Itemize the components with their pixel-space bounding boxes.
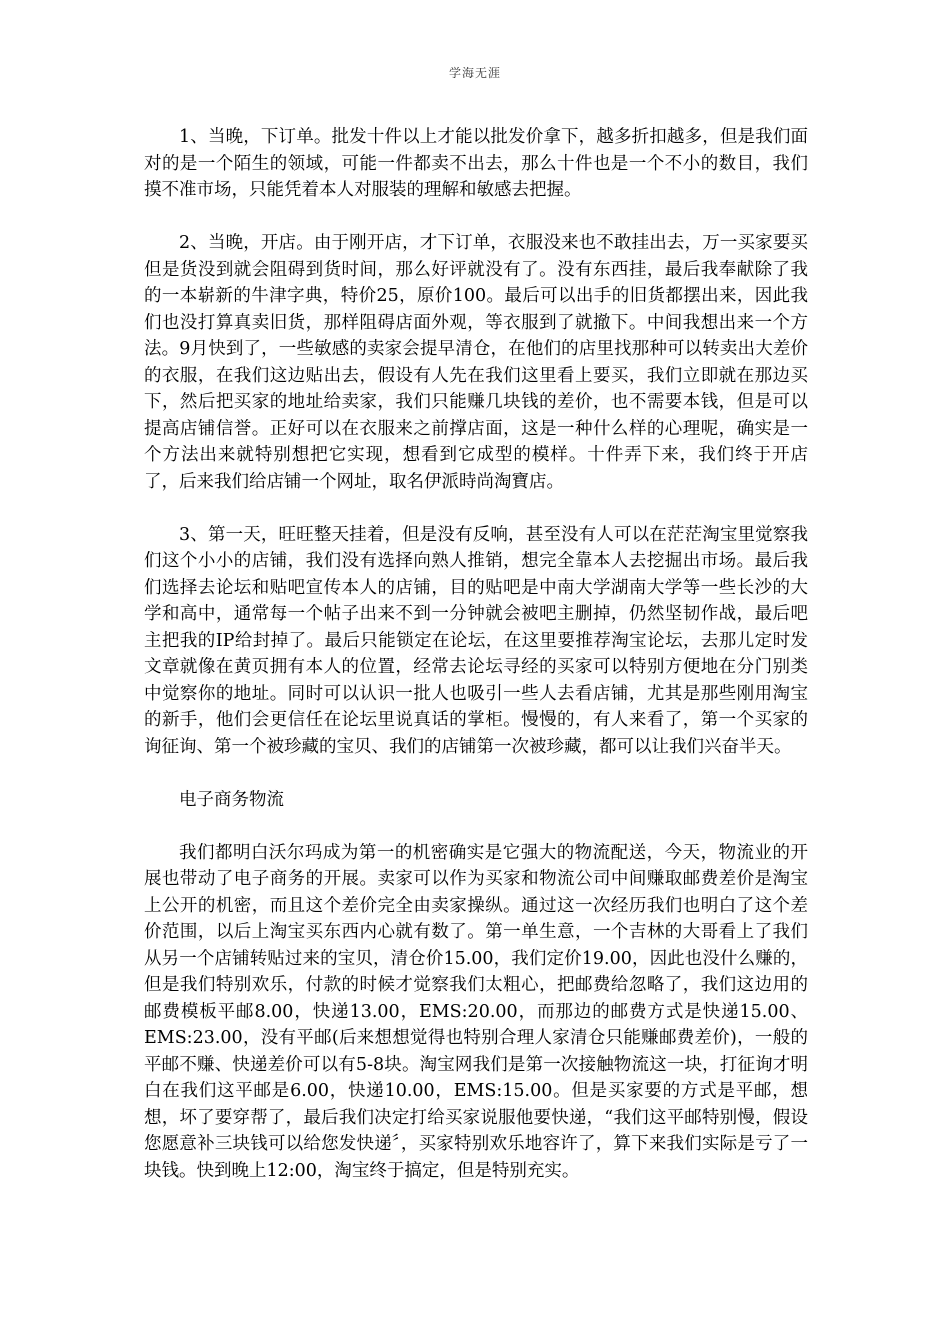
- paragraph-4: 我们都明白沃尔玛成为第一的机密确实是它强大的物流配送，今天，物流业的开展也带动了电子商务的开展。卖家可以作为买家和物流公司中间赚取邮费差价是淘宝上公开的机密，而且这个差价完全由卖家操纵。通过这一次经历我们也明白了这个差价范围，以后上淘宝买东西内心就有数了。第一单生意，一个吉林的大哥看上了我们从另一个店铺转贴过来的宝贝，清仓价15.00，我们定价19.00，因此也没什么赚的，但是我们特别欢乐，付款的时候才觉察我们太粗心，把邮费给忽略了，我们这边用的邮费模板平邮8.00，快递13.00，EMS:20.00，而那边的邮费方式是快递15.00、EMS:23.00，没有平邮(后来想想觉得也特别合理人家清仓只能赚邮费差价)，一般的平邮不赚、快递差价可以有5-8块。淘宝网我们是第一次接触物流这一块，打征询才明白在我们这平邮是6.00，快递10.00，EMS:15.00。但是买家要的方式是平邮，想想，坏了要穿帮了，最后我们决定打给买家说服他要快递，“我们这平邮特别慢，假设您愿意补三块钱可以给您发快递〞，买家特别欢乐地容许了，算下来我们实际是亏了一块钱。快到晚上12:00，淘宝终于搞定，但是特别充实。: [144, 842, 808, 1181]
- document-body: [144, 124, 808, 1211]
- section-heading: 电子商务物流: [179, 789, 284, 810]
- paragraph-1: 1、当晚，下订单。批发十件以上才能以批发价拿下，越多折扣越多，但是我们面对的是一个陌生的领域，可能一件都卖不出去，那么十件也是一个不小的数目，我们摸不准市场，只能凭着本人对服装的理解和敏感去把握。: [144, 127, 808, 200]
- paragraph-2: 2、当晚，开店。由于刚开店，才下订单，衣服没来也不敢挂出去，万一买家要买但是货没到就会阻碍到货时间，那么好评就没有了。没有东西挂，最后我奉献除了我的一本崭新的牛津字典，特价25，原价100。最后可以出手的旧货都摆出来，因此我们也没打算真卖旧货，那样阻碍店面外观，等衣服到了就撤下。中间我想出来一个方法。9月快到了，一些敏感的卖家会提早清仓，在他们的店里找那种可以转卖出大差价的衣服，在我们这边贴出去，假设有人先在我们这里看上要买，我们立即就在那边买下，然后把买家的地址给卖家，我们只能赚几块钱的差价，也不需要本钱，但是可以提高店铺信誉。正好可以在衣服来之前撑店面，这是一种什么样的心理呢，确实是一个方法出来就特别想把它实现，想看到它成型的模样。十件弄下来，我们终于开店了，后来我们给店铺一个网址，取名伊派時尚淘寶店。: [144, 233, 808, 492]
- page-header: 学海无涯: [448, 66, 501, 80]
- paragraph-3: 3、第一天，旺旺整天挂着，但是没有反响，甚至没有人可以在茫茫淘宝里觉察我们这个小小的店铺，我们没有选择向熟人推销，想完全靠本人去挖掘出市场。最后我们选择去论坛和贴吧宣传本人的店铺，目的贴吧是中南大学湖南大学等一些长沙的大学和高中，通常每一个帖子出来不到一分钟就会被吧主删掉，仍然坚韧作战，最后吧主把我的IP给封掉了。最后只能锁定在论坛，在这里要推荐淘宝论坛，去那儿定时发文章就像在黄页拥有本人的位置，经常去论坛寻经的买家可以特别方便地在分门别类中觉察你的地址。同时可以认识一批人也吸引一些人去看店铺，尤其是那些刚用淘宝的新手，他们会更信任在论坛里说真话的掌柜。慢慢的，有人来看了，第一个买家的询征询、第一个被珍藏的宝贝、我们的店铺第一次被珍藏，都可以让我们兴奋半天。: [144, 524, 808, 757]
